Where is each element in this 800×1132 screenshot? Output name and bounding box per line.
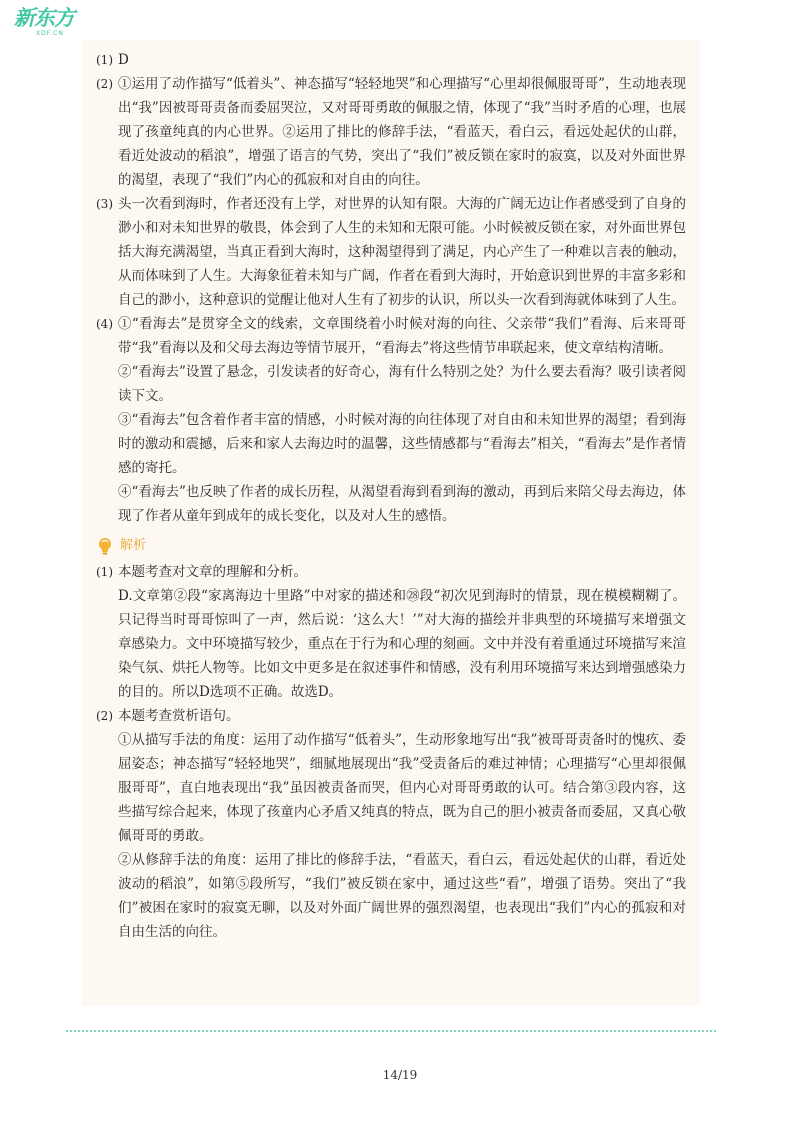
- analysis-item: [96, 560, 686, 704]
- brand-logo: [14, 6, 78, 42]
- analysis-heading: [96, 532, 686, 560]
- answer-text: ①“看海去”是贯穿全文的线索，文章围绕着小时候对海的向往、父亲带“我们”看海、后来哥哥带“我”看海以及和父母去海边等情节展开，“看海去”将这些情节串联起来，使文章结构清晰。: [118, 316, 686, 356]
- answer-text: ①运用了动作描写“低着头”、神态描写“轻轻地哭”和心理描写“心里却很佩服哥哥”，生动地表现出“我”因被哥哥责备而委屈哭泣，又对哥哥勇敢的佩服之情，体现了“我”当时矛盾的心理，也展现了孩童纯真的内心世界。②运用了排比的修辞手法，“看蓝天，看白云，看远处起伏的山群，看近处波动的稻浪”，增强了语言的气势，突出了“我们”被反锁在家时的寂寞，以及对外面世界的渴望，表现了“我们”内心的孤寂和对自由的向往。: [118, 76, 686, 188]
- page-number: 14/19: [382, 1068, 418, 1082]
- analysis-text: D.文章第②段“家离海边十里路”中对家的描述和㉘段“初次见到海时的情景，现在模模糊糊了。只记得当时哥哥惊叫了一声，然后说：‘这么大！’”对大海的描绘并非典型的环境描写来增强文章感染力。文中环境描写较少，重点在于行为和心理的刻画。文中并没有着重通过环境描写来渲染气氛、烘托人物等。比如文中更多是在叙述事件和情感，没有利用环境描写来达到增强感染力的目的。所以D选项不正确。故选D。: [118, 588, 686, 700]
- answer-item: [96, 312, 686, 528]
- item-number: (3): [96, 197, 113, 211]
- item-number: (1): [96, 565, 113, 579]
- answer-text: ④“看海去”也反映了作者的成长历程，从渴望看海到看到海的激动，再到后来陪父母去海边，体现了作者从童年到成年的成长变化，以及对人生的感悟。: [118, 484, 686, 524]
- analysis-intro: 本题考查赏析语句。: [118, 708, 240, 724]
- item-number: (1): [96, 53, 113, 67]
- answer-text: ③“看海去”包含着作者丰富的情感，小时候对海的向往体现了对自由和未知世界的渴望；看到海时的激动和震撼，后来和家人去海边时的温馨，这些情感都与“看海去”相关，“看海去”是作者情感的寄托。: [118, 412, 686, 476]
- analysis-item: [96, 704, 686, 944]
- answer-text: ②“看海去”设置了悬念，引发读者的好奇心，海有什么特别之处？为什么要去看海？吸引读者阅读下文。: [118, 364, 686, 404]
- lightbulb-icon: [96, 536, 114, 556]
- item-number: (2): [96, 77, 113, 91]
- answer-content: [96, 48, 686, 944]
- answer-item: [96, 192, 686, 312]
- analysis-label: 解析: [120, 538, 147, 553]
- answer-item: [96, 48, 686, 72]
- item-number: (2): [96, 709, 113, 723]
- answer-text: 头一次看到海时，作者还没有上学，对世界的认知有限。大海的广阔无边让作者感受到了自身的渺小和对未知世界的敬畏，体会到了人生的未知和无限可能。小时候被反锁在家，对外面世界包括大海充满渴望，当真正看到大海时，这种渴望得到了满足，内心产生了一种难以言表的触动，从而体味到了人生。大海象征着未知与广阔，作者在看到大海时，开始意识到世界的丰富多彩和自己的渺小，这种意识的觉醒让他对人生有了初步的认识，所以头一次看到海就体味到了人生。: [118, 196, 686, 308]
- analysis-text: ①从描写手法的角度：运用了动作描写“低着头”，生动形象地写出“我”被哥哥责备时的愧疚、委屈姿态；神态描写“轻轻地哭”，细腻地展现出“我”受责备后的难过神情；心理描写“心里却很佩服哥哥”，直白地表现出“我”虽因被责备而哭，但内心对哥哥勇敢的认可。结合第③段内容，这些描写综合起来，体现了孩童内心矛盾又纯真的特点，既为自己的胆小被责备而委屈，又真心敬佩哥哥的勇敢。: [118, 732, 686, 844]
- footer-divider: [66, 1030, 716, 1032]
- analysis-text: ②从修辞手法的角度：运用了排比的修辞手法，“看蓝天，看白云，看远处起伏的山群，看近处波动的稻浪”，如第⑤段所写，“我们”被反锁在家中，通过这些“看”，增强了语势。突出了“我们”被困在家时的寂寞无聊，以及对外面广阔世界的强烈渴望，也表现出“我们”内心的孤寂和对自由生活的向往。: [118, 852, 686, 940]
- item-number: (4): [96, 317, 113, 331]
- logo-subtext: XDF.CN: [36, 30, 64, 37]
- logo-text: 新东方: [14, 6, 74, 30]
- analysis-intro: 本题考查对文章的理解和分析。: [118, 564, 307, 580]
- answer-text: D: [118, 52, 129, 68]
- answer-item: [96, 72, 686, 192]
